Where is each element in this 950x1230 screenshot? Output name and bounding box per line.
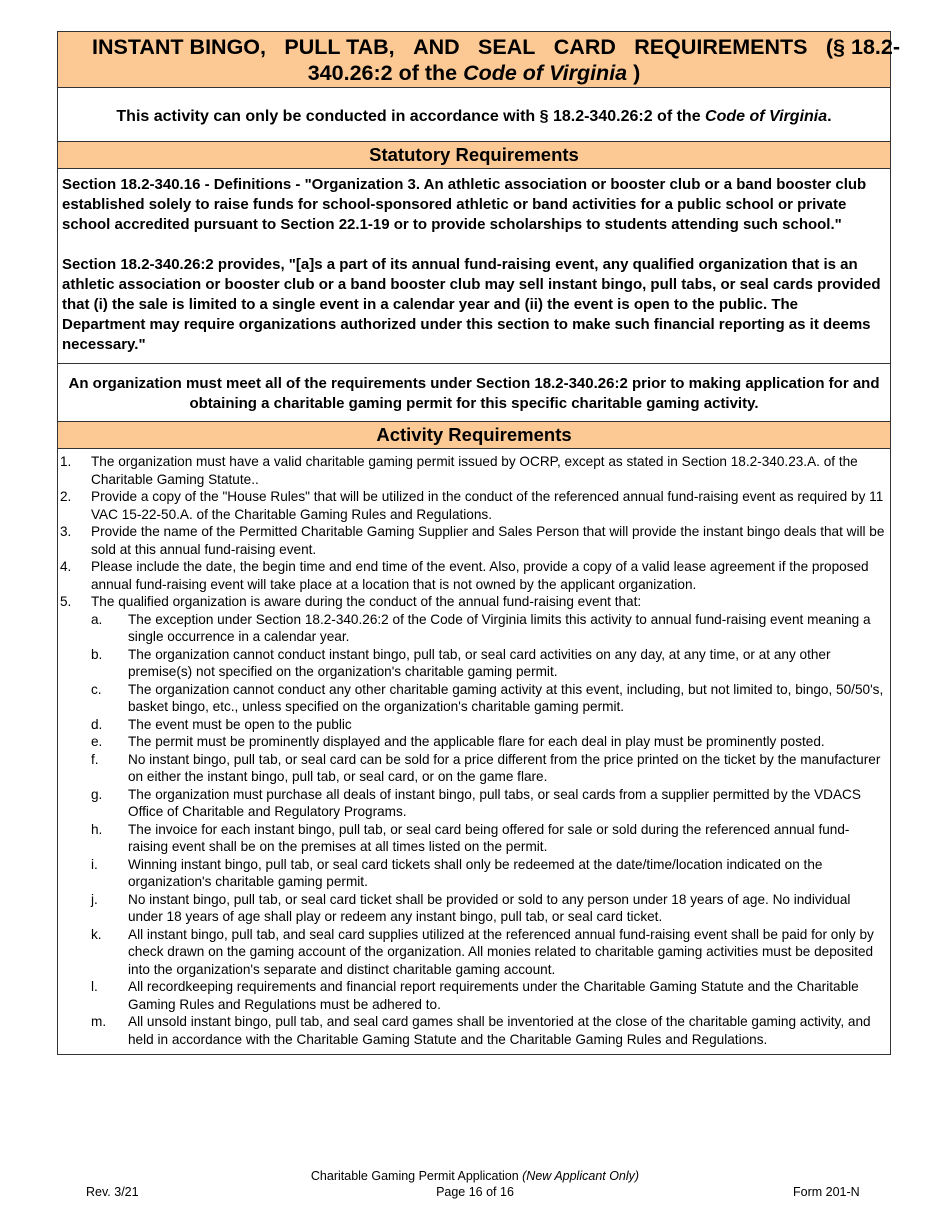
footer-application-info	[250, 1168, 700, 1200]
item-letter: l.	[91, 979, 98, 994]
sub-list-item	[58, 926, 886, 979]
item-text: The organization must have a valid charitable gaming permit issued by OCRP, except as stated in Section 18.2-340.23.A. of the Charitable Gaming Statute..	[91, 454, 858, 487]
statutory-text	[58, 169, 890, 364]
item-number: 2.	[60, 489, 72, 504]
statutory-requirements-heading: Statutory Requirements	[58, 142, 890, 169]
title-word: INSTANT BINGO,	[92, 35, 266, 59]
title-text: )	[633, 61, 641, 85]
item-text: The permit must be prominently displayed and the applicable flare for each deal in play must be prominently posted.	[128, 734, 825, 749]
title-line-2	[58, 60, 890, 86]
item-letter: a.	[91, 611, 103, 627]
sub-list-item	[58, 891, 886, 926]
item-number: 3.	[60, 524, 72, 539]
list-item	[58, 593, 886, 611]
item-text: The qualified organization is aware during the conduct of the annual fund-raising event that:	[91, 594, 642, 609]
footer-application-note: (New Applicant Only)	[522, 1169, 640, 1183]
list-item	[58, 523, 886, 558]
item-text: Provide the name of the Permitted Charitable Gaming Supplier and Sales Person that will provide the instant bingo deals that will be sold at this annual fund-raising event.	[91, 524, 885, 557]
item-letter: i.	[91, 856, 98, 872]
item-text: All recordkeeping requirements and financial report requirements under the Charitable Gaming Statute and the Charitable Gaming Rules and Regulations must be adhered to.	[128, 979, 859, 1012]
title-word: (§ 18.2-	[825, 35, 900, 59]
title-line-1	[58, 34, 900, 60]
item-text: The invoice for each instant bingo, pull tab, or seal card being offered for sale or sold during the referenced annual fund-raising event shall be on the premises at all times listed on the permit.	[128, 821, 850, 854]
sub-list-item	[58, 751, 886, 786]
item-text: All unsold instant bingo, pull tab, and seal card games shall be inventoried at the close of the charitable gaming activity, and held in accordance with the Charitable Gaming Statute and the Charitable Gaming Rules and Regulations.	[128, 1014, 871, 1047]
title-word: CARD	[553, 35, 616, 59]
item-text: No instant bingo, pull tab, or seal card ticket shall be provided or sold to any person under 18 years of age. No individual under 18 years of age shall play or redeem any instant bingo, pull tab, or seal card ticket.	[128, 891, 851, 924]
title-word: REQUIREMENTS	[634, 35, 808, 59]
item-letter: e.	[91, 734, 103, 749]
notice-code-reference: Code of Virginia	[705, 107, 828, 125]
sub-list-item	[58, 821, 886, 856]
item-text: Provide a copy of the "House Rules" that will be utilized in the conduct of the referenced annual fund-raising event as required by 11 VAC 15-22-50.A. of the Charitable Gaming Rules and Regulations.	[91, 489, 884, 522]
item-letter: j.	[91, 891, 98, 907]
title-word: PULL TAB,	[284, 35, 395, 59]
list-item	[58, 453, 886, 488]
item-text: The exception under Section 18.2-340.26:2 of the Code of Virginia limits this activity to annual fund-raising event meaning a single occurrence in a calendar year.	[128, 611, 871, 644]
item-letter: c.	[91, 681, 102, 697]
item-number: 5.	[60, 594, 72, 609]
list-item	[58, 488, 886, 523]
item-text: All instant bingo, pull tab, and seal card supplies utilized at the referenced annual fund-raising event shall be paid for only by check drawn on the gaming account of the organization. All monies related to charitable gaming activities must be deposited into the organization's separate and distinct charitable gaming account.	[128, 926, 874, 977]
form-number: Form 201-N	[793, 1185, 860, 1199]
title-word: SEAL	[478, 35, 536, 59]
statute-definition: Section 18.2-340.16 - Definitions - "Organization 3. An athletic association or booster club or a band booster club established solely to raise funds for school-sponsored athletic or band activities for a public school or private school accredited pursuant to Section 22.1-19 or to provide scholarships to students attending such school."	[62, 176, 867, 233]
item-text: The event must be open to the public	[128, 716, 352, 732]
title-word: AND	[413, 35, 460, 59]
item-number: 1.	[60, 454, 72, 469]
item-letter: k.	[91, 926, 102, 942]
page-title	[58, 32, 900, 88]
item-letter: f.	[91, 751, 99, 767]
sub-list-item	[58, 646, 886, 681]
sub-list-item	[58, 1013, 886, 1048]
title-code-reference: Code of Virginia	[463, 61, 628, 85]
item-text: The organization must purchase all deals of instant bingo, pull tabs, or seal cards from a supplier permitted by the VDACS Office of Charitable and Regulatory Programs.	[128, 786, 861, 819]
notice-period: .	[827, 107, 832, 125]
item-letter: b.	[91, 646, 103, 662]
item-text: The organization cannot conduct instant bingo, pull tab, or seal card activities on any day, at any time, or at any other premise(s) not specified on the organization's charitable gaming permit.	[128, 646, 831, 679]
sub-list-item	[58, 716, 886, 734]
item-letter: g.	[91, 786, 103, 802]
sub-list-item	[58, 611, 886, 646]
item-letter: m.	[91, 1014, 107, 1029]
item-letter: h.	[91, 821, 103, 837]
footer-application-title: Charitable Gaming Permit Application	[310, 1169, 519, 1183]
compliance-notice	[58, 88, 890, 142]
prerequisite-notice: An organization must meet all of the requirements under Section 18.2-340.26:2 prior to making application for and obtaining a charitable gaming permit for this specific charitable gaming activity.	[58, 364, 890, 422]
activity-requirements-list	[58, 449, 890, 1054]
sub-list-item	[58, 978, 886, 1013]
sub-list-item	[58, 681, 886, 716]
item-text: No instant bingo, pull tab, or seal card can be sold for a price different from the price printed on the ticket by the manufacturer on either the instant bingo, pull tab, or seal card, or on the game flare.	[128, 751, 881, 784]
page-number: Page 16 of 16	[436, 1185, 514, 1199]
revision-date: Rev. 3/21	[86, 1185, 139, 1199]
requirements-form	[57, 31, 900, 1055]
item-text: Please include the date, the begin time and end time of the event. Also, provide a copy of a valid lease agreement if the proposed annual fund-raising event will take place at a location that is not owned by the applicant organization.	[91, 559, 869, 592]
sub-list-item	[58, 856, 886, 891]
activity-requirements-heading: Activity Requirements	[58, 422, 890, 449]
item-text: Winning instant bingo, pull tab, or seal card tickets shall only be redeemed at the date/time/location indicated on the organization's charitable gaming permit.	[128, 856, 823, 889]
statute-provision: Section 18.2-340.26:2 provides, "[a]s a part of its annual fund-raising event, any qualified organization that is an athletic association or booster club or a band booster club may sell instant bingo, pull tabs, or seal cards provided that (i) the sale is limited to a single event in a calendar year and (ii) the event is open to the public. The Department may require organizations authorized under this section to make such financial reporting as it deems necessary."	[62, 256, 881, 353]
item-letter: d.	[91, 716, 103, 732]
title-text: 340.26:2 of the	[307, 61, 458, 85]
sub-list-item	[58, 786, 886, 821]
sub-list-item	[58, 733, 886, 751]
item-number: 4.	[60, 559, 72, 574]
notice-text: This activity can only be conducted in accordance with § 18.2-340.26:2 of the	[116, 107, 701, 125]
item-text: The organization cannot conduct any other charitable gaming activity at this event, including, but not limited to, bingo, 50/50's, basket bingo, etc., unless specified on the organization's charitable gaming permit.	[128, 681, 884, 714]
list-item	[58, 558, 886, 593]
